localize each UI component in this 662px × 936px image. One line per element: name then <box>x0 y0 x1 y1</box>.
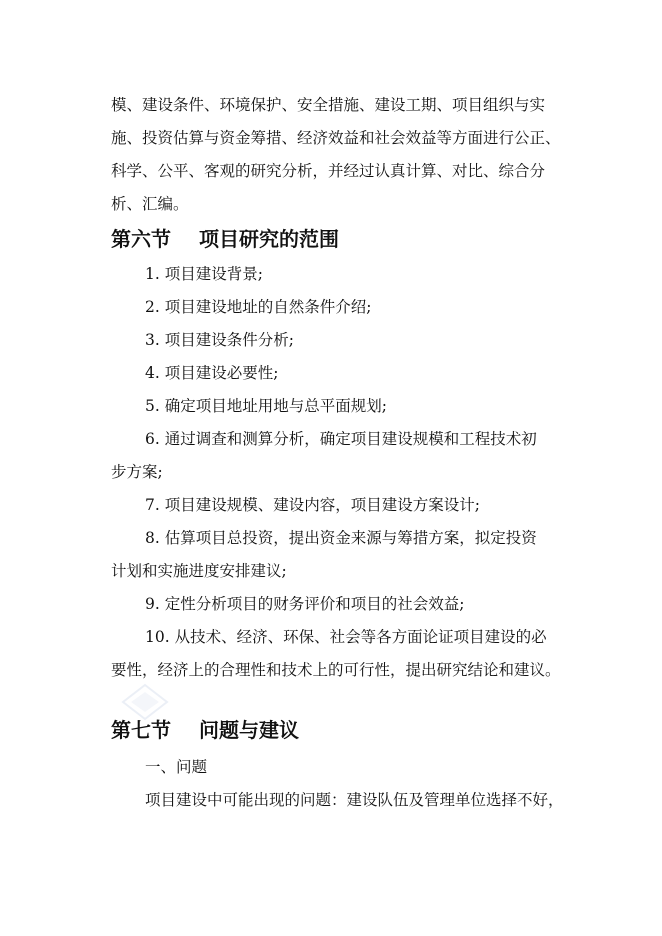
scope-item-10: 10. 从技术、经济、环保、社会等各方面论证项目建设的必 <box>145 628 547 646</box>
scope-item-6: 6. 通过调查和测算分析，确定项目建设规模和工程技术初 <box>145 430 537 448</box>
scope-item-6-continuation: 步方案; <box>111 463 163 481</box>
scope-item-3: 3. 项目建设条件分析; <box>145 331 294 349</box>
scope-item-4: 4. 项目建设必要性; <box>145 364 279 382</box>
section-6-heading <box>111 227 339 251</box>
scope-item-8: 8. 估算项目总投资，提出资金来源与筹措方案，拟定投资 <box>145 529 537 547</box>
watermark-logo <box>118 682 172 722</box>
issue-paragraph-line: 项目建设中可能出现的问题：建设队伍及管理单位选择不好， <box>145 791 564 809</box>
scope-item-7: 7. 项目建设规模、建设内容，项目建设方案设计; <box>145 496 480 514</box>
scope-item-10-continuation: 要性，经济上的合理性和技术上的可行性，提出研究结论和建议。 <box>111 661 561 679</box>
scope-item-9: 9. 定性分析项目的财务评价和项目的社会效益; <box>145 595 465 613</box>
intro-line-1: 模、建设条件、环境保护、安全措施、建设工期、项目组织与实 <box>111 96 546 114</box>
section-7-number: 第七节 <box>111 718 171 742</box>
section-7-title: 问题与建议 <box>199 718 299 742</box>
scope-item-8-continuation: 计划和实施进度安排建议; <box>111 562 287 580</box>
intro-line-3: 科学、公平、客观的研究分析，并经过认真计算、对比、综合分 <box>111 162 546 180</box>
intro-line-2: 施、投资估算与资金筹措、经济效益和社会效益等方面进行公正、 <box>111 129 561 147</box>
issue-subheading: 一、问题 <box>145 758 208 776</box>
section-6-number: 第六节 <box>111 227 171 251</box>
intro-line-4: 析、汇编。 <box>111 195 189 213</box>
scope-item-1: 1. 项目建设背景; <box>145 265 263 283</box>
scope-item-5: 5. 确定项目地址用地与总平面规划; <box>145 397 387 415</box>
scope-item-2: 2. 项目建设地址的自然条件介绍; <box>145 298 372 316</box>
section-7-heading <box>111 718 299 742</box>
section-6-title: 项目研究的范围 <box>199 227 339 251</box>
